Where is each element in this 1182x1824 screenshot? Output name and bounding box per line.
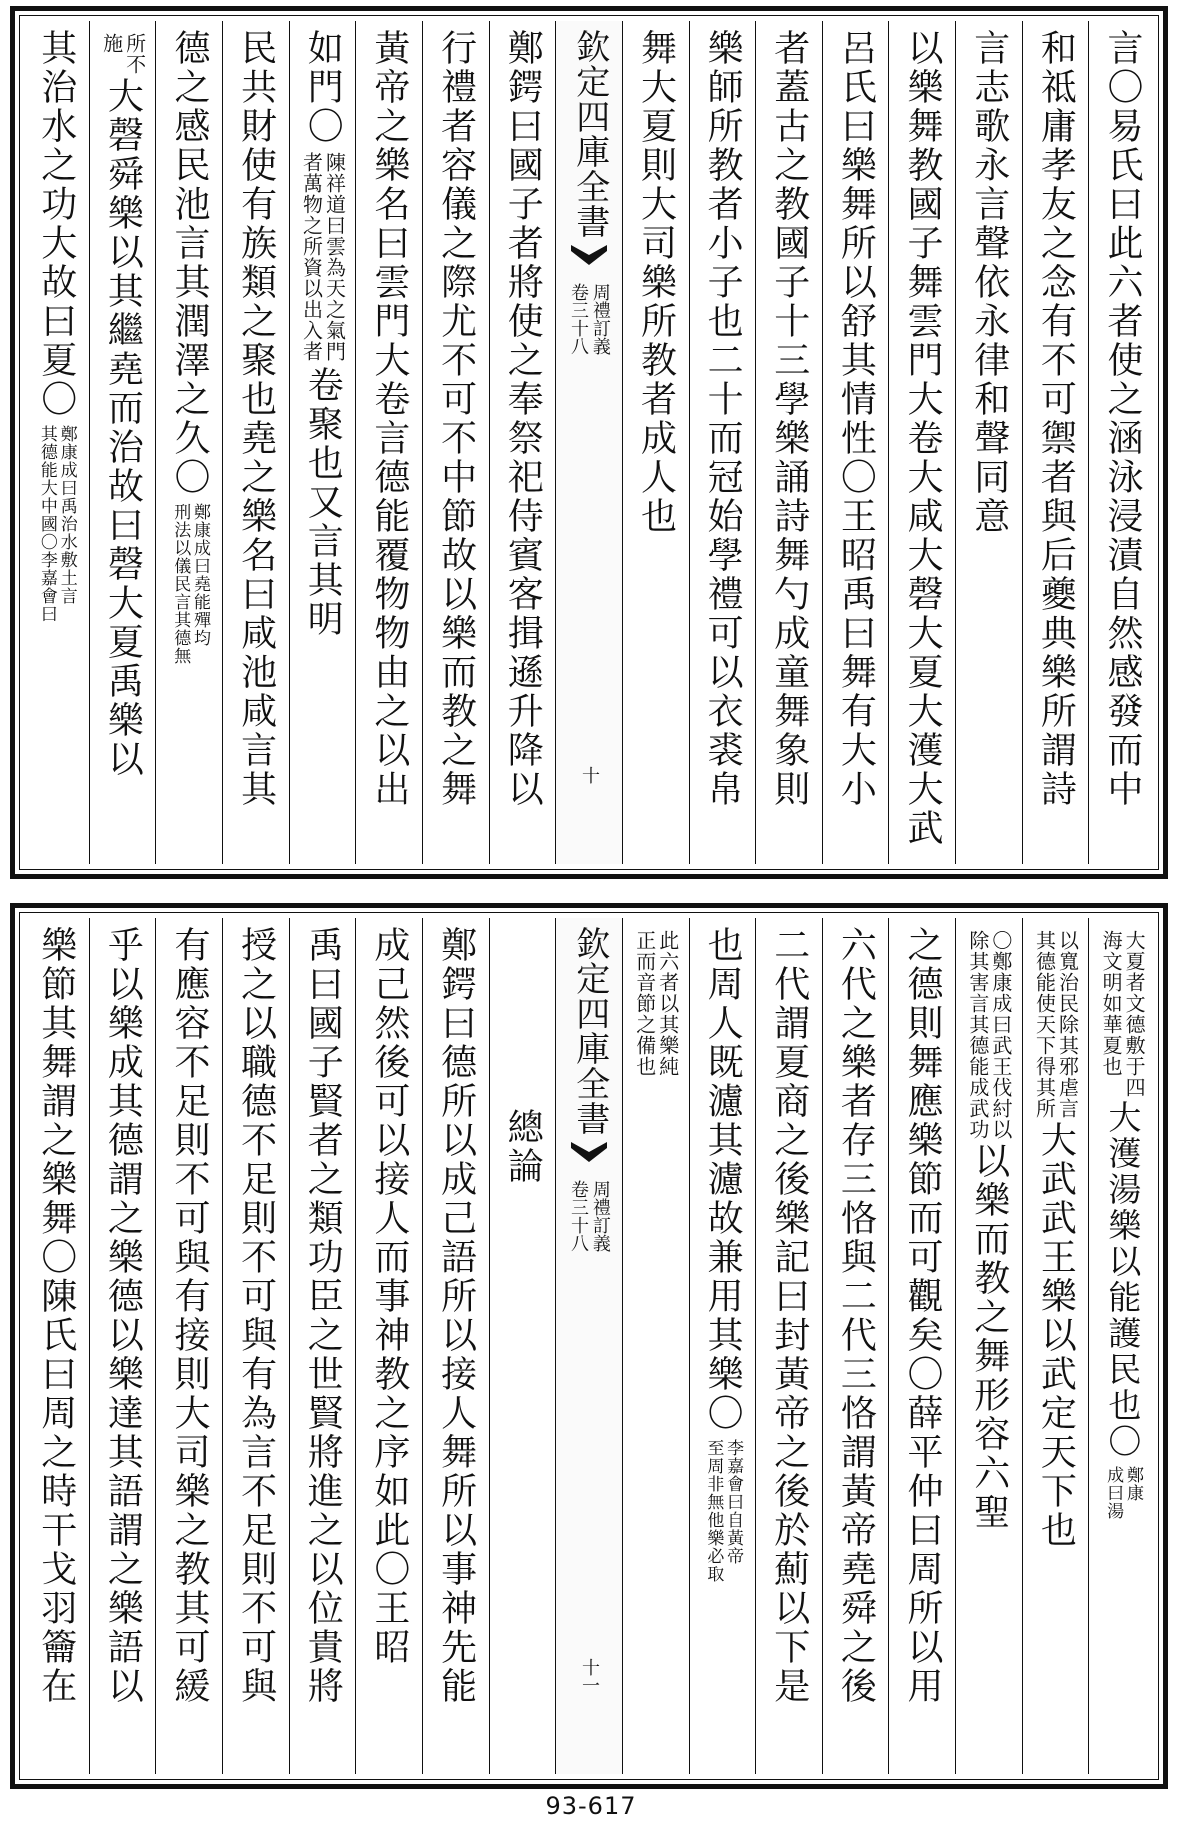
column-text: 者蓋古之教國子十三學樂誦詩舞勺成童舞象則 (768, 29, 810, 809)
volume-label: 卷三十八 (568, 283, 590, 355)
text-column (755, 21, 822, 864)
annotation-line: 施 (99, 33, 124, 54)
column-text: 以樂舞教國子舞雲門大卷大咸大磬大夏大濩大武 (902, 29, 944, 848)
book-title: 周禮訂義 (589, 1180, 611, 1252)
column-text: 行禮者容儀之際尤不可不中節故以樂而教之舞 (435, 29, 477, 809)
column-text: 卷聚也又言其明 (302, 366, 344, 639)
annotation-line: 其德能使天下得其所 (1032, 930, 1057, 1119)
text-column (1088, 21, 1155, 864)
text-column (89, 918, 156, 1774)
book-title: 周禮訂義 (589, 283, 611, 355)
column-text: 言志歌永言聲依永律和聲同意 (968, 29, 1010, 536)
annotation-line: 除其害言其德能成武功 (965, 930, 990, 1140)
annotation-line: 鄭康成曰禹治水敷土言 (56, 425, 77, 605)
column-text: 授之以職德不足則不可與有為言不足則不可與 (235, 926, 277, 1706)
annotation-line: 成曰湯 (1103, 1466, 1124, 1520)
annotation-line: 鄭康 (1123, 1466, 1144, 1502)
text-column (155, 21, 222, 864)
annotation-line: 此六者以其樂純 (655, 930, 680, 1077)
page-number: 十一 (579, 1658, 601, 1694)
column-text: 以樂而教之舞形容六聖 (968, 1142, 1010, 1532)
header-title: 欽定四庫全書 (569, 926, 610, 1136)
annotation-line: 鄭康成曰堯能殫均 (190, 503, 211, 647)
annotation-line: 海文明如華夏也 (1099, 930, 1124, 1077)
text-column (355, 21, 422, 864)
column-text: 有應容不足則不可與有接則大司樂之教其可緩 (169, 926, 210, 1706)
center-fold-column (555, 21, 622, 864)
column-text: 舞大夏則大司樂所教者成人也 (635, 29, 677, 536)
page-footer-number: 93-617 (545, 1792, 637, 1820)
column-text: 大武武王樂以武定天下也 (1035, 1121, 1077, 1550)
text-column (355, 918, 422, 1774)
text-column (23, 918, 89, 1774)
column-text: 黃帝之樂名曰雲門大卷言德能覆物物由之以出 (368, 29, 410, 809)
column-text: 言〇易氏曰此六者使之涵泳浸漬自然感發而中 (1101, 29, 1143, 809)
text-column (689, 918, 756, 1774)
annotation-line: 其德能大中國〇李嘉會曰 (36, 425, 57, 623)
text-column (155, 918, 222, 1774)
text-column (489, 21, 556, 864)
column-text: 大磬舜樂以其繼堯而治故曰磬大夏禹樂以 (102, 77, 144, 779)
column-text: 成己然後可以接人而事神教之序如此〇王昭 (368, 926, 410, 1667)
column-text: 二代謂夏商之後樂記曰封黃帝之後於薊以下是 (768, 926, 810, 1706)
text-column (888, 918, 955, 1774)
column-text: 之德則舞應樂節而可觀矣〇薛平仲曰周所以用 (902, 926, 944, 1706)
column-text: 鄭鍔曰德所以成己語所以接人舞所以事神先能 (435, 926, 477, 1706)
column-text: 乎以樂成其德謂之樂德以樂達其語謂之樂語以 (102, 926, 144, 1706)
text-column (622, 918, 689, 1774)
text-column (289, 21, 356, 864)
annotation-line: 者萬物之所資以出入者 (299, 152, 324, 362)
annotation-line: 以寬治民除其邪虐言 (1055, 930, 1080, 1119)
annotation-line: 至周非無他樂必取 (703, 1439, 724, 1583)
text-column (1088, 918, 1155, 1774)
text-column (955, 918, 1022, 1774)
text-column (755, 918, 822, 1774)
column-text: 也周人既濾其濾故兼用其樂〇 (702, 926, 744, 1433)
top-page (10, 6, 1168, 879)
text-column (955, 21, 1022, 864)
text-column (422, 21, 489, 864)
text-column (822, 21, 889, 864)
top-page-columns (23, 21, 1155, 864)
text-column (222, 918, 289, 1774)
center-fold-column (555, 918, 622, 1774)
annotation-line: 刑法以儀民言其德無 (170, 503, 191, 665)
text-column (1022, 918, 1089, 1774)
fish-tail-mark-icon (569, 243, 609, 267)
fish-tail-mark-icon (569, 1140, 609, 1164)
text-column (289, 918, 356, 1774)
text-column (422, 918, 489, 1774)
column-text: 德之感民池言其潤澤之久〇 (169, 29, 210, 497)
column-text: 如門〇 (302, 29, 344, 146)
column-text: 其治水之功大故曰夏〇 (35, 29, 77, 419)
column-text: 樂節其舞謂之樂舞〇陳氏曰周之時干戈羽籥在 (35, 926, 77, 1706)
column-text: 六代之樂者存三恪與二代三恪謂黃帝堯舜之後 (835, 926, 877, 1706)
annotation-line: 正而音節之備也 (632, 930, 657, 1077)
section-heading-column (489, 918, 556, 1774)
volume-label: 卷三十八 (568, 1180, 590, 1252)
bottom-page-columns (23, 918, 1155, 1774)
column-text: 禹曰國子賢者之類功臣之世賢將進之以位貴將 (302, 926, 344, 1706)
text-column (888, 21, 955, 864)
annotation-line: 大夏者文德敷于四 (1122, 930, 1147, 1098)
column-text: 大濩湯樂以能護民也〇 (1103, 1100, 1143, 1460)
annotation-line: 李嘉會曰自黃帝 (723, 1439, 744, 1565)
text-column (23, 21, 89, 864)
page-number: 十 (579, 766, 601, 784)
section-heading: 總論 (502, 1108, 544, 1186)
header-title: 欽定四庫全書 (569, 29, 610, 239)
annotation-line: 陳祥道曰雲為天之氣門 (322, 152, 347, 362)
bottom-page (10, 903, 1168, 1789)
column-text: 呂氏曰樂舞所以舒其情性〇王昭禹曰舞有大小 (835, 29, 877, 809)
column-text: 和祗庸孝友之念有不可禦者與后夔典樂所謂詩 (1035, 29, 1077, 809)
text-column (622, 21, 689, 864)
annotation-line: 〇鄭康成曰武王伐紂以 (988, 930, 1013, 1140)
annotation-line: 所不 (122, 33, 147, 75)
text-column (222, 21, 289, 864)
column-text: 民共財使有族類之聚也堯之樂名曰咸池咸言其 (235, 29, 277, 809)
text-column (1022, 21, 1089, 864)
text-column (89, 21, 156, 864)
column-text: 鄭鍔曰國子者將使之奉祭祀侍賓客揖遜升降以 (502, 29, 544, 809)
column-text: 樂師所教者小子也二十而冠始學禮可以衣裘帛 (702, 29, 744, 809)
text-column (689, 21, 756, 864)
text-column (822, 918, 889, 1774)
